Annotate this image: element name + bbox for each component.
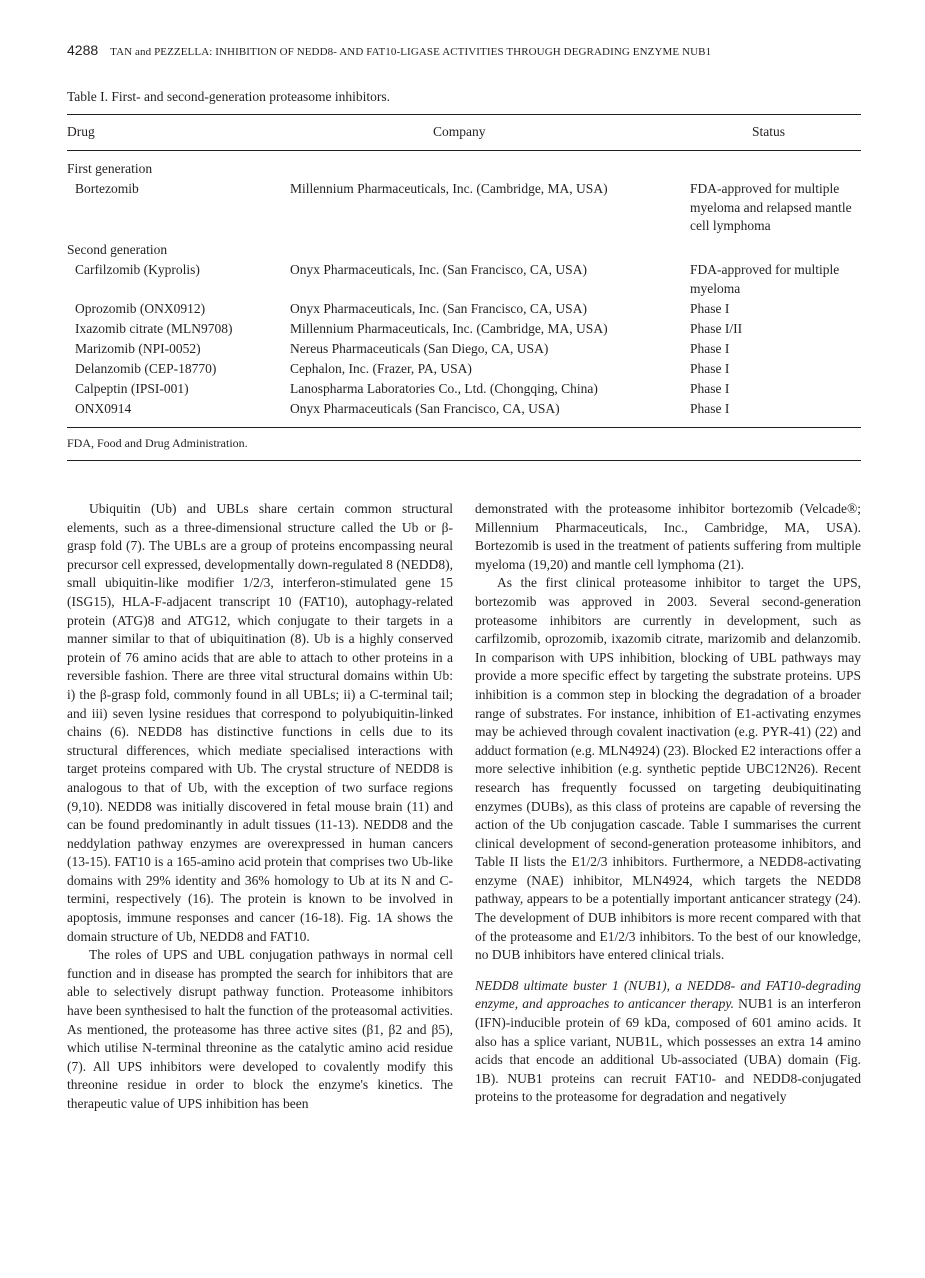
paragraph: As the first clinical proteasome inhibitor to target the UPS, bortezomib was approved in 2003. Several second-generation proteasome inhibitors are currently in development, such as carfilzomib, oprozomib, ixazomib citrate, marizomib and delanzomib. In comparison with UPS inhibition, blocking of UBL pathways may provide a more specific effect by targeting the substrate proteins. UPS inhibition is a common step in blocking the degradation of a broader range of substrates. For instance, inhibition of E1-activating enzymes may be achieved through covalent inactivation (e.g. PYR-41) (22) and adduct formation (e.g. MLN4924) (23). Blocked E2 interactions offer a more selective inhibition (e.g. synthetic peptide UBC12N26). Recent research has frequently focussed on targeting deubiquitinating enzymes (DUBs), as this class of proteins are capable of reversing the action of the Ub conjugation cascade. Table I summarises the current clinical development of second-generation proteasome inhibitors, and Table II lists the E1/2/3 inhibitors. Furthermore, a NEDD8-activating enzyme (NAE) inhibitor, MLN4924, which targets the NEDD8 pathway, appears to be a potentially important anticancer strategy (24). The development of DUB inhibitors is more recent compared with that of the proteasome and E1/2/3 inhibitors. To the best of our knowledge, no DUB inhibitors have entered clinical trials.: [475, 575, 861, 963]
paragraph: Ubiquitin (Ub) and UBLs share certain common structural elements, such as a three-dimensional structure called the Ub or β-grasp fold (7). The UBLs are a group of proteins encompassing neural precursor cell expressed, developmentally down-regulated 8 (NEDD8), small ubiquitin-like modifier 1/2/3, interferon-stimulated gene 15 (ISG15), HLA-F-adjacent transcript 10 (FAT10), autophagy-related protein (ATG)8 and ATG12, which conjugate to their targets in a manner similar to that of ubiquitination (8). Ub is a highly conserved protein of 76 amino acids that are able to attach to other proteins in a reversible fashion. There are three vital structural domains within Ub: i) the β-grasp fold, commonly found in all UBLs; ii) a C-terminal tail; and iii) seven lysine residues that correspond to polyubiquitin-linked chains (6). NEDD8 has distinctive functions in cells due to its structural differences, which mediate specialised interactions with target proteins compared with Ub. The crystal structure of NEDD8 is analogous to that of Ub, with the exception of two surface regions (9,10). NEDD8 was initially discovered in fetal mouse brain (11) and can be found predominantly in adult tissues (11-13). NEDD8 and the neddylation pathway enzymes are overexpressed in human cancers (13-15). FAT10 is a 165-amino acid protein that comprises two Ub-like domains with 29% identity and 36% homology to Ub at its N and C-termini, respectively (16). The protein is known to be involved in apoptosis, immune responses and cancer (16-18). Fig. 1A shows the domain structure of Ub, NEDD8 and FAT10.: [67, 501, 453, 944]
table-cell-company: Onyx Pharmaceuticals, Inc. (San Francisco, CA, USA): [290, 262, 587, 277]
table-cell-drug: Ixazomib citrate (MLN9708): [75, 321, 233, 336]
table-cell-company: Onyx Pharmaceuticals, Inc. (San Francisco, CA, USA): [290, 301, 587, 316]
table-cell-drug: Carfilzomib (Kyprolis): [75, 262, 200, 277]
running-header: [67, 42, 867, 60]
table-cell-status: Phase I/II: [690, 321, 743, 336]
header-company: Company: [433, 124, 486, 139]
table-cell-company: Cephalon, Inc. (Frazer, PA, USA): [290, 361, 472, 376]
table-cell-status: Phase I: [690, 341, 730, 356]
paragraph-text: NUB1 is an interferon (IFN)-inducible protein of 69 kDa, composed of 601 amino acids. It also has a splice variant, NUB1L, which possesses an extra 14 amino acids that encode an additional Ub-associated (UBA) domain (Fig. 1B). NUB1 proteins can recruit FAT10- and NEDD8-conjugated proteins to the proteasome for degradation and negatively: [475, 996, 861, 1105]
table-cell-company: Millennium Pharmaceuticals, Inc. (Cambridge, MA, USA): [290, 321, 608, 336]
section-title: NEDD8 ultimate buster 1 (NUB1), a NEDD8- and FAT10-degrading enzyme, and approaches to anticancer therapy.: [475, 977, 861, 1012]
table-cell-status: Phase I: [690, 401, 730, 416]
table-cell-company: Nereus Pharmaceuticals (San Diego, CA, USA): [290, 341, 549, 356]
table-cell-drug: Bortezomib: [75, 181, 139, 196]
table-cell-company: Millennium Pharmaceuticals, Inc. (Cambridge, MA, USA): [290, 181, 608, 196]
group-label-second: Second generation: [67, 242, 168, 257]
table-cell-status: Phase I: [690, 301, 730, 316]
right-column: [475, 500, 861, 1107]
paragraph: The roles of UPS and UBL conjugation pathways in normal cell function and in disease has prompted the search for inhibitors that are able to selectively disrupt pathway function. Proteasome inhibitors have been synthesised to halt the function of the proteasomal activities. As mentioned, the proteasome has three active sites (β1, β2 and β5), which utilise N-terminal threonine as the catalytic amino acid residue (7). All UPS inhibitors were developed to covalently modify this threonine residue in order to block the enzyme's kinetics. The therapeutic value of UPS inhibition has been: [67, 947, 453, 1111]
table-header-rule: [67, 150, 861, 151]
table-cell-status: FDA-approved for multiple myeloma and relapsed mantle cell lymphoma: [690, 181, 852, 233]
table-cell-status: FDA-approved for multiple myeloma: [690, 262, 840, 296]
table-cell-status: Phase I: [690, 361, 730, 376]
table-cell-company: Lanospharma Laboratories Co., Ltd. (Chongqing, China): [290, 381, 598, 396]
header-drug: Drug: [67, 124, 95, 139]
table-cell-drug: Calpeptin (IPSI-001): [75, 381, 189, 396]
section-paragraph: [475, 977, 861, 1107]
group-label-first: First generation: [67, 161, 153, 176]
table-cell-drug: Marizomib (NPI-0052): [75, 341, 201, 356]
table-top-rule: [67, 114, 861, 115]
table-cell-status: Phase I: [690, 381, 730, 396]
table-caption: Table I. First- and second-generation proteasome inhibitors.: [67, 89, 390, 104]
table-cell-drug: Delanzomib (CEP-18770): [75, 361, 217, 376]
table-bottom-rule: [67, 427, 861, 428]
table-cell-company: Onyx Pharmaceuticals (San Francisco, CA, USA): [290, 401, 560, 416]
table-footnote: FDA, Food and Drug Administration.: [67, 436, 248, 450]
table-footnote-rule: [67, 460, 861, 461]
paragraph: demonstrated with the proteasome inhibitor bortezomib (Velcade®; Millennium Pharmaceuticals, Inc., Cambridge, MA, USA). Bortezomib is used in the treatment of patients suffering from multiple myeloma (19,20) and mantle cell lymphoma (21).: [475, 501, 861, 572]
table-cell-drug: ONX0914: [75, 401, 132, 416]
left-column: [67, 500, 453, 1114]
table-cell-drug: Oprozomib (ONX0912): [75, 301, 206, 316]
running-head: TAN and PEZZELLA: INHIBITION OF NEDD8- AND FAT10-LIGASE ACTIVITIES THROUGH DEGRADING ENZYME NUB1: [110, 46, 712, 58]
page-number: 4288: [67, 42, 99, 58]
header-status: Status: [752, 124, 786, 139]
